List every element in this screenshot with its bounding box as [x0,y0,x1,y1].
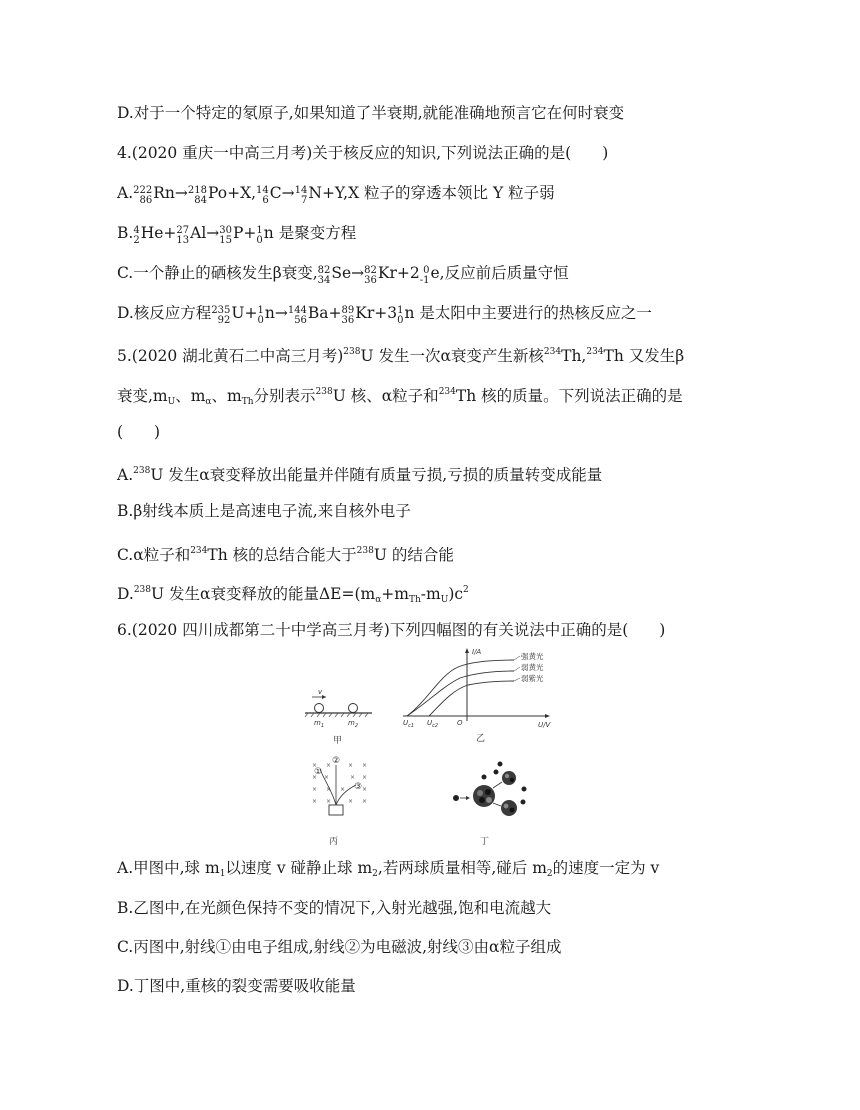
isotope-c14: 14 6 [256,185,269,206]
svg-text:×: × [348,798,354,805]
option-text: )c [448,585,464,603]
svg-text:×: × [362,786,368,793]
caption-bing: 丙 [329,837,339,847]
question-text: Th 又发生β [603,347,685,365]
option-label: A. [117,184,134,202]
question-text: U 发生一次α衰变产生新核 [360,347,544,365]
svg-text:×: × [312,762,318,769]
caption-jia: 甲 [333,736,343,746]
question-text: Th 核的质量。下列说法正确的是 [455,387,683,405]
option-text: A.甲图中,球 m [117,859,220,877]
question-4-option-a [117,183,555,206]
mass-number: 238 [315,387,333,397]
svg-text:×: × [324,774,330,781]
option-text: B.β射线本质上是高速电子流,来自核外电子 [117,502,411,520]
option-text: D.核反应方程 [117,304,212,322]
equation-text: Po+X, [207,184,257,202]
option-text: U 的结合能 [373,546,454,564]
svg-text:×: × [312,786,318,793]
equation-text: Kr+3 [355,304,398,322]
question-6-option-c [117,937,561,957]
figure-jia [305,688,372,746]
isotope-neutron: 1 0 [257,305,264,326]
question-6-option-d [117,976,356,996]
question-text: Th, [561,347,587,365]
option-text: 的速度一定为 v [552,859,660,877]
question-5-answer-paren [117,422,160,442]
isotope-ba144: 144 56 [287,305,307,326]
question-5-option-c [117,541,454,565]
isotope-se82: 82 34 [317,265,331,286]
option-text: N+Y,X 粒子的穿透本领比 Y 粒子弱 [308,184,555,202]
fragment-1 [502,771,516,785]
figure-yi [403,648,551,744]
isotope-al27: 27 13 [176,225,190,246]
question-6-option-b [117,898,551,918]
svg-text:×: × [350,774,356,781]
svg-text:×: × [312,798,318,805]
y-axis-label: I/A [472,648,482,656]
ball-m2 [349,704,358,713]
equation-text: n→ [264,304,288,322]
question-5-option-a [117,461,602,485]
uc1-label: $U_{c1}$ [403,719,415,729]
subscript: Th [241,397,254,407]
isotope-n14: 14 7 [294,185,308,206]
svg-text:×: × [348,762,354,769]
equation-text: Al→ [190,224,220,242]
svg-text:×: × [312,774,318,781]
question-text: 4.(2020 重庆一中高三月考)关于核反应的知识,下列说法正确的是( ) [117,144,609,162]
curve-label-weak-yellow: 弱黄光 [521,663,544,672]
isotope-neutron: 1 0 [256,225,263,246]
option-text: U 发生α衰变释放的能量ΔE=(m [151,585,376,603]
svg-text:×: × [326,786,332,793]
option-text: C.丙图中,射线①由电子组成,射线②为电磁波,射线③由α粒子组成 [117,938,562,956]
svg-text:×: × [362,762,368,769]
question-text: 分别表示 [253,387,316,405]
isotope-kr82: 82 36 [364,265,377,286]
x-axis-label: U/V [538,721,551,729]
option-text: n 是聚变方程 [263,224,357,242]
subscript: U [167,397,176,407]
svg-text:×: × [326,798,332,805]
figure-ding [453,762,527,848]
option-text: D.对于一个特定的氡原子,如果知道了半衰期,就能准确地预言它在何时衰变 [117,104,625,122]
ray-3-label: ③ [354,782,363,792]
incoming-neutron [453,795,459,801]
equation-text: Ba+ [307,304,342,322]
option-text: -m [420,585,441,603]
question-5-option-d [117,580,469,610]
subscript: α [205,397,212,407]
label-m1: $m_1$ [314,719,325,729]
question-4-option-d [117,303,652,326]
option-text: Th 核的总结合能大于 [207,546,357,564]
equation-text: Rn→ [153,184,188,202]
mass-number: 234 [438,387,456,397]
equation-text: Se→ [331,264,365,282]
svg-text:×: × [362,798,368,805]
question-4-option-b [117,223,356,246]
option-d-line [117,103,624,123]
subscript: α [375,595,382,605]
curve-label-weak-violet: 弱紫光 [521,674,544,683]
heavy-nucleus [473,785,495,807]
isotope-electron: 0 -1 [419,265,430,286]
option-label: B. [117,224,134,242]
option-text: 以速度 v 碰静止球 m [225,859,373,877]
svg-text:×: × [326,762,332,769]
option-text: B.乙图中,在光颜色保持不变的情况下,入射光越强,饱和电流越大 [117,899,552,917]
fragment-2 [501,800,517,816]
equation-text: Kr+2 [377,264,420,282]
isotope-neutron: 1 0 [397,305,404,326]
option-text: D.丁图中,重核的裂变需要吸收能量 [117,977,356,995]
question-4-option-c [117,263,569,286]
label-m2: $m_2$ [348,719,359,729]
option-text: ,若两球质量相等,碰后 m [377,859,547,877]
uc2-label: $U_{c2}$ [427,719,439,729]
question-6-stem [117,620,665,640]
svg-text:×: × [340,786,346,793]
ray-1-label: ① [314,767,323,777]
option-text: n 是太阳中主要进行的热核反应之一 [404,304,652,322]
equation-text: U+ [231,304,258,322]
option-text: U 发生α衰变释放出能量并伴随有质量亏损,亏损的质量转变成能量 [150,466,603,484]
isotope-he4: 4 2 [133,225,140,246]
radiation-source-box [329,805,343,815]
isotope-u235: 235 92 [211,305,231,326]
mass-number: 238 [133,585,151,595]
question-5-stem-cont [117,382,683,412]
curve-weak-violet [429,681,514,716]
answer-blank: ( ) [117,423,161,441]
option-label: D. [117,585,134,603]
figure-bing [312,756,367,847]
subscript: U [440,595,449,605]
question-6-option-a [117,858,659,884]
caption-yi: 乙 [476,734,486,744]
isotope-po218: 218 84 [187,185,207,206]
svg-text:×: × [362,774,368,781]
curve-label-strong-yellow: 强黄光 [521,652,544,661]
equation-text: P+ [233,224,257,242]
subscript: 2 [546,869,553,879]
subscript: Th [408,595,421,605]
question-text: 衰变,m [117,387,168,405]
question-text: 、m [175,387,206,405]
question-text: 5.(2020 湖北黄石二中高三月考) [117,347,344,365]
caption-ding: 丁 [480,837,490,847]
curve-weak-yellow [407,671,514,716]
ball-m1 [315,704,324,713]
option-label: A. [117,466,134,484]
question-text: 6.(2020 四川成都第二十中学高三月考)下列四幅图的有关说法中正确的是( ) [117,621,666,639]
mass-number: 234 [586,347,604,357]
subscript: 1 [219,869,226,879]
superscript: 2 [463,585,469,595]
velocity-label: v [318,688,323,696]
isotope-kr89: 89 36 [341,305,355,326]
question-4-stem [117,143,608,163]
ray-2-label: ② [332,756,341,766]
mass-number: 238 [133,466,151,476]
option-text: e,反应前后质量守恒 [430,264,569,282]
option-text: +m [381,585,409,603]
equation-text: C→ [269,184,295,202]
isotope-rn222: 222 86 [133,185,153,206]
mass-number: 234 [543,347,562,357]
option-text: C.一个静止的硒核发生β衰变, [117,264,318,282]
equation-text: He+ [140,224,177,242]
question-6-figure [300,645,570,851]
question-text: U 核、α粒子和 [332,387,439,405]
origin-label: O [457,719,463,727]
question-5-option-b [117,501,411,521]
question-text: 、m [211,387,242,405]
question-5-stem [117,342,684,366]
mass-number: 238 [343,347,361,357]
mass-number: 238 [356,546,374,556]
subscript: 2 [372,869,378,879]
option-text: C.α粒子和 [117,546,191,564]
isotope-p30: 30 15 [219,225,232,246]
mass-number: 234 [190,546,208,556]
